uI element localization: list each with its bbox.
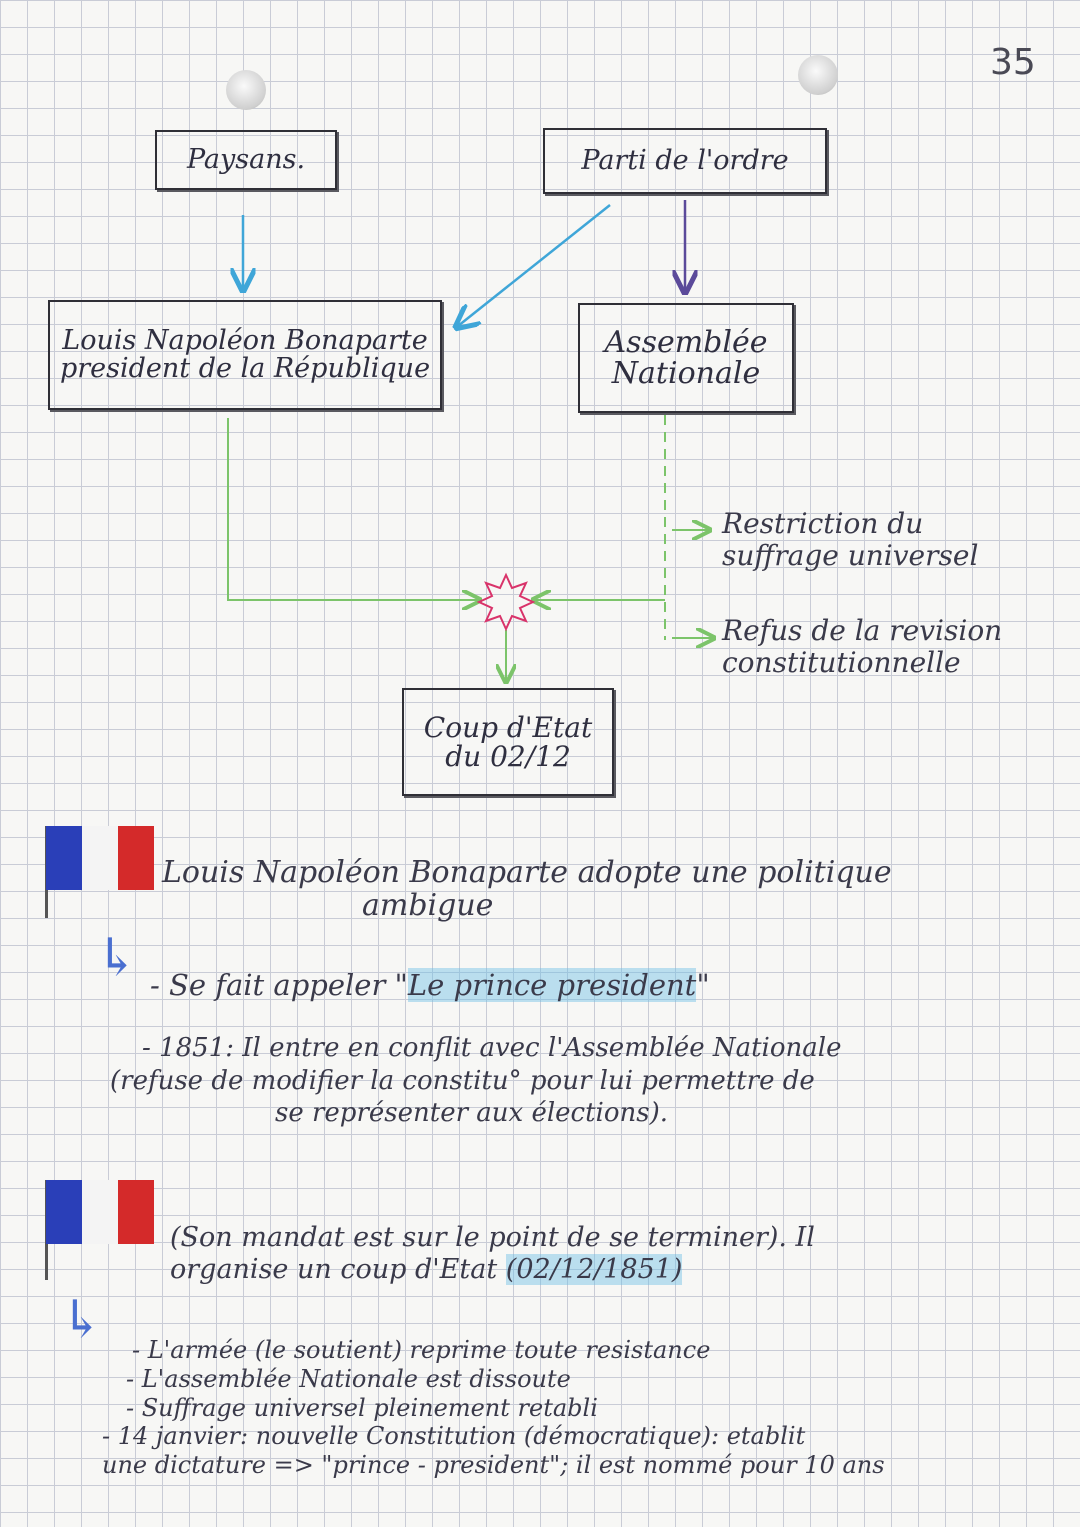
box-assemblee-nationale — [578, 303, 794, 413]
b1-suffix: " — [696, 968, 710, 1002]
section2-intro — [170, 1222, 815, 1287]
page-number: 35 — [990, 42, 1036, 83]
box-louis-napoleon — [48, 300, 442, 410]
note-restriction — [722, 508, 978, 572]
lnb-line-2: president de la République — [59, 353, 431, 384]
section2-bullet-4: - 14 janvier: nouvelle Constitution (démocratique): etablit — [102, 1422, 806, 1451]
b1-prefix: - Se fait appeler " — [150, 968, 408, 1002]
section2-bullet-1: - L'armée (le soutient) reprime toute resistance — [132, 1336, 711, 1364]
section2-line-2-prefix: organise un coup d'Etat — [170, 1254, 506, 1286]
section1-bullet-1 — [150, 968, 710, 1002]
section1-heading-line-1: Louis Napoléon Bonaparte adopte une politique — [162, 855, 892, 890]
label-parti-de-l-ordre: Parti de l'ordre — [581, 144, 789, 176]
section1-heading — [162, 856, 892, 922]
french-flag-icon — [46, 826, 154, 890]
refus-line-1: Refus de la revision — [722, 614, 1003, 647]
section2-list — [102, 1336, 885, 1480]
french-flag-icon-2 — [46, 1180, 154, 1244]
assemblee-line-1: Assemblée — [604, 324, 768, 360]
conflict-star-icon — [479, 575, 533, 629]
refus-line-2: constitutionnelle — [722, 646, 961, 680]
b2-line-1: - 1851: Il entre en conflit avec l'Assemblée Nationale — [142, 1033, 842, 1063]
section2-arrow-icon: ↳ — [60, 1290, 104, 1350]
note-refus — [722, 615, 1002, 679]
coup-line-2: du 02/12 — [445, 740, 571, 773]
box-parti-de-l-ordre — [543, 128, 827, 194]
section2-bullet-3: - Suffrage universel pleinement retabli — [126, 1393, 598, 1422]
section2-line-1: (Son mandat est sur le point de se terminer). Il — [170, 1222, 815, 1253]
section2-line-2-highlight: (02/12/1851) — [505, 1254, 683, 1286]
section1-heading-line-2: ambigue — [362, 888, 494, 923]
line-lnb-to-star — [228, 418, 478, 600]
b2-line-3: se représenter aux élections). — [275, 1098, 669, 1128]
label-paysans: Paysans. — [186, 143, 306, 175]
assemblee-line-2: Nationale — [611, 356, 761, 391]
section2-line-2 — [170, 1254, 815, 1286]
restriction-line-1: Restriction du — [722, 507, 924, 540]
box-coup-d-etat — [402, 688, 614, 796]
section1-arrow-icon: ↳ — [95, 928, 139, 988]
lnb-line-1: Louis Napoléon Bonaparte — [62, 324, 428, 356]
b1-highlight: Le prince president — [407, 968, 697, 1002]
section1-bullet-2 — [110, 1032, 841, 1130]
section2-bullet-5: une dictature => "prince - president"; il est nommé pour 10 ans — [102, 1451, 885, 1480]
b2-line-2: (refuse de modifier la constitu° pour lui permettre de — [110, 1065, 815, 1096]
restriction-line-2: suffrage universel — [722, 539, 979, 573]
box-paysans — [155, 130, 337, 190]
coup-line-1: Coup d'Etat — [423, 710, 593, 744]
section2-bullet-2: - L'assemblée Nationale est dissoute — [126, 1364, 571, 1393]
